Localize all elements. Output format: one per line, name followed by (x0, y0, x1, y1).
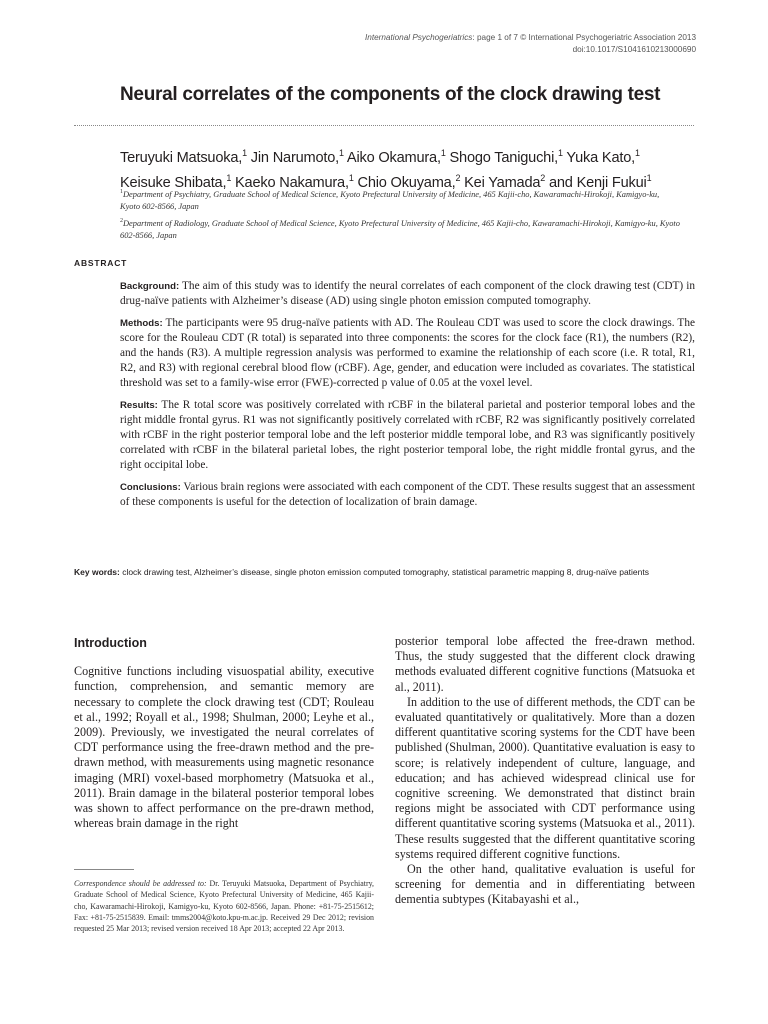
author: Kei Yamada (460, 174, 541, 191)
abstract-results (120, 398, 695, 473)
author: Aiko Okamura, (343, 149, 441, 166)
author-affil-mark: 1 (558, 148, 563, 158)
affil-mark: 2 (120, 217, 123, 224)
author: Yuka Kato, (562, 149, 635, 166)
author-line-1 (120, 143, 700, 168)
abstract-conclusions (120, 480, 695, 510)
abstract-section-head: Conclusions: (120, 482, 181, 493)
author-affil-mark: 1 (226, 172, 232, 183)
author-affil-mark: 1 (339, 148, 344, 158)
author-affil-mark: 1 (646, 172, 652, 183)
keywords (74, 566, 699, 578)
author-affil-mark: 2 (540, 172, 546, 183)
abstract-body (120, 279, 695, 517)
article-title: Neural correlates of the components of the clock drawing test (120, 84, 661, 105)
footnote-text: Dr. Teruyuki Matsuoka, Department of Psychiatry, Graduate School of Medical Science, Kyoto Prefectural University of Medicine, 465 Kajii-cho, Kawaramachi-Hirokoji, Kamigyo-ku, Kyoto 602-8566, Japan. Phone: +81-75-2515612; Fax: +81-75-2515839. Email: tmms2004@koto.kpu-m.ac.jp. Received 29 Dec 2012; revision requested 25 Mar 2013; revised version received 18 Apr 2013; accepted 22 Apr 2013. (74, 879, 374, 934)
body-paragraph: Cognitive functions including visuospatial ability, executive function, comprehension, and semantic memory are necessary to complete the clock drawing test (CDT; Rouleau et al., 1992; Royall et al., 1998; Shulman, 2000; Leyhe et al., 2009). Previously, we investigated the neural correlates of CDT performance using the free-drawn method and the pre-drawn method, with measurements using magnetic resonance imaging (MRI) voxel-based morphometry (Matsuoka et al., 2011). Brain damage in the bilateral posterior temporal lobes was shown to affect performance on the pre-drawn method, whereas brain damage in the right (74, 664, 374, 831)
affiliation-2 (120, 215, 680, 242)
section-heading-introduction: Introduction (74, 636, 147, 650)
abstract-text: The aim of this study was to identify the neural correlates of each component of the clock drawing test (CDT) in drug-naïve patients with Alzheimer’s disease (AD) using single photon emission computed tomography. (120, 280, 695, 307)
body-paragraph: In addition to the use of different methods, the CDT can be evaluated quantitatively or qualitatively. More than a dozen different quantitative scoring systems for the CDT have been published (Shulman, 2000). Quantitative evaluation is easy to score; is relatively independent of culture, language, and education; and has achieved widespread clinical use for cognitive screening. We demonstrated that distinct brain regions might be associated with CDT performance using different quantitative scoring systems (Matsuoka et al., 2011). These results suggested that the different quantitative scoring systems required different cognitive functions. (395, 694, 695, 861)
author-affil-mark: 1 (635, 148, 640, 158)
author: and Kenji Fukui (545, 174, 647, 191)
journal-citation (236, 32, 696, 44)
body-paragraph: posterior temporal lobe affected the free-drawn method. Thus, the study suggested that the different clock drawing methods evaluated different cognitive functions (Matsuoka et al., 2011). (395, 634, 695, 694)
abstract-section-head: Results: (120, 400, 158, 411)
journal-name: International Psychogeriatrics (365, 33, 473, 42)
abstract-text: The R total score was positively correlated with rCBF in the bilateral parietal and posterior temporal lobes and the right middle frontal gyrus. R1 was not significantly positively correlated with rCBF, R2 was significantly positively correlated with rCBF in the right posterior temporal lobe and the left posterior middle temporal lobe, and R3 was significantly positively correlated with rCBF in the bilateral parietal lobes, the right posterior temporal lobe, the right middle frontal gyrus, and the right occipital lobe. (120, 399, 695, 471)
correspondence-footnote (74, 878, 374, 934)
affiliations (120, 186, 680, 244)
abstract-background (120, 279, 695, 309)
author: Teruyuki Matsuoka, (120, 149, 243, 166)
affil-text: Department of Radiology, Graduate School of Medical Science, Kyoto Prefectural University of Medicine, 465 Kajii-cho, Kawaramachi-Hirokoji, Kamigyo-ku, Kyoto 602-8566, Japan (120, 218, 680, 240)
abstract-section-head: Methods: (120, 318, 163, 329)
abstract-text: The participants were 95 drug-naïve patients with AD. The Rouleau CDT was used to score the clock drawings. The score for the Rouleau CDT (R total) is separated into three components: the scores for the clock face (R1), the numbers (R2), and the hands (R3). A multiple regression analysis was performed to examine the relationship of each score (i.e. R total, R1, R2, and R3) with regional cerebral blood flow (rCBF). Age, gender, and education were included as covariates. The statistical threshold was set to a family-wise error (FWE)-corrected p value of 0.05 at the voxel level. (120, 317, 695, 389)
abstract-section-head: Background: (120, 281, 180, 292)
keywords-text: clock drawing test, Alzheimer’s disease, single photon emission computed tomography, statistical parametric mapping 8, drug-naïve patients (119, 567, 649, 577)
abstract-label: ABSTRACT (74, 258, 128, 268)
affiliation-1 (120, 186, 680, 213)
author: Chio Okuyama, (353, 174, 456, 191)
doi[interactable]: doi:10.1017/S1041610213000690 (572, 45, 696, 54)
author: Kaeko Nakamura, (231, 174, 349, 191)
page-info: : page 1 of 7 © International Psychogeriatric Association 2013 (472, 33, 696, 42)
affil-text: Department of Psychiatry, Graduate School of Medical Science, Kyoto Prefectural University of Medicine, 465 Kajii-cho, Kawaramachi-Hirokoji, Kamigyo-ku, Kyoto 602-8566, Japan (120, 189, 660, 211)
journal-header (236, 32, 696, 56)
affil-mark: 1 (120, 189, 123, 195)
title-divider (74, 125, 694, 126)
author-affil-mark: 1 (348, 172, 354, 183)
author-affil-mark: 1 (440, 148, 446, 158)
author: Jin Narumoto, (246, 149, 340, 166)
abstract-methods (120, 316, 695, 391)
footnote-divider (74, 869, 134, 870)
body-paragraph: On the other hand, qualitative evaluation is useful for screening for dementia and in differentiating between dementia subtypes (Kitabayashi et al., (395, 862, 695, 907)
author: Shogo Taniguchi, (445, 149, 558, 166)
abstract-text: Various brain regions were associated with each component of the CDT. These results suggest that an assessment of these components is useful for the detection of localization of brain damage. (120, 481, 695, 508)
body-column-left (74, 636, 374, 831)
author: Keisuke Shibata, (120, 174, 227, 191)
body-column-right (395, 634, 695, 908)
keywords-head: Key words: (74, 567, 120, 577)
author-affil-mark: 1 (242, 148, 247, 158)
footnote-lead: Correspondence should be addressed to: (74, 879, 207, 888)
author-affil-mark: 2 (455, 172, 461, 183)
